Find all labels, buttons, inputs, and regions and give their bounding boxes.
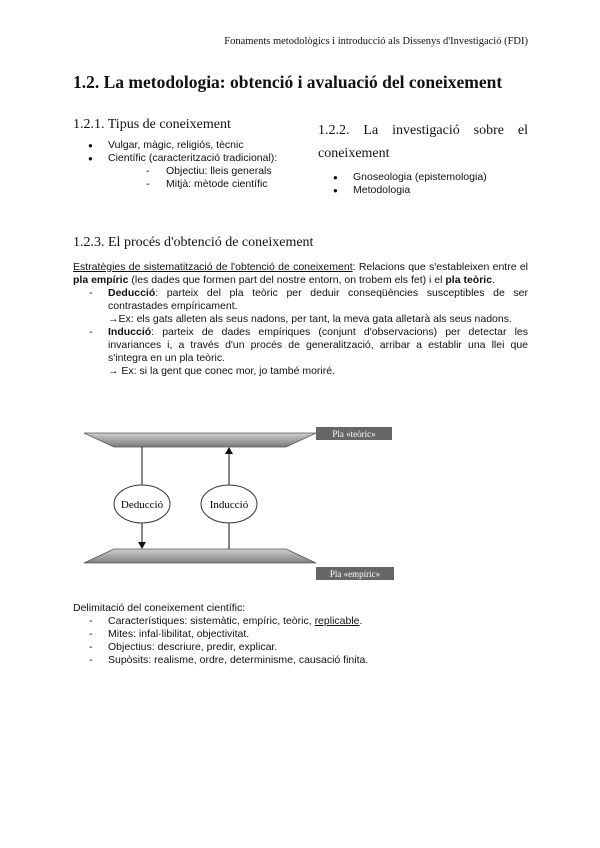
page-title: 1.2. La metodologia: obtenció i avaluació del coneixement: [73, 72, 503, 92]
list-item: [73, 152, 303, 191]
sublist-item: - Objectiu: lleis generals: [142, 165, 303, 178]
bottom-label: Pla «empíric»: [329, 569, 381, 579]
section-tipus-coneixement: [73, 117, 303, 191]
deduction-arrowhead: [138, 542, 146, 549]
empirical-plane: [84, 549, 316, 563]
intro-text: .: [492, 274, 495, 286]
cientific-sublist: [142, 165, 303, 191]
section-heading-122-line1: 1.2.2. La investigació sobre el: [318, 123, 528, 138]
theoretical-plane: [84, 433, 316, 447]
list-item-induccio: [73, 326, 528, 378]
investigacio-list: [318, 171, 528, 197]
tipus-list: [73, 139, 303, 191]
section-heading-123: 1.2.3. El procés d'obtenció de coneixement: [73, 235, 314, 250]
section-delimitacio: [73, 602, 528, 667]
top-label: Pla «teòric»: [332, 429, 376, 439]
deduccio-example: →Ex: els gats alleten als seus nadons, per tant, la meva gata alletarà als seus nadons.: [108, 313, 512, 325]
page-header: Fonaments metodològics i introducció als Dissenys d'Investigació (FDI): [224, 36, 528, 47]
sublist-item: - Mitjà: mètode científic: [142, 178, 303, 191]
caracteristiques-text: Característiques: sistemàtic, empíric, teòric,: [108, 615, 315, 627]
induccio-example: → Ex: si la gent que conec mor, jo també moriré.: [108, 365, 336, 377]
list-item: - Mites: infal·libilitat, objectivitat.: [73, 628, 528, 641]
list-item-label: Científic (caracterització tradicional):: [108, 152, 278, 164]
section-proces-obtencio: [73, 235, 528, 378]
list-item: ● Gnoseologia (epistemologia): [318, 171, 528, 184]
replicable-underlined: replicable: [314, 615, 360, 627]
induccio-label: Inducció: [108, 326, 152, 338]
caracteristiques-end: .: [359, 615, 363, 627]
delimitacio-heading: Delimitació del coneixement científic:: [73, 602, 246, 614]
list-item: - Objectius: descriure, predir, explicar.: [73, 641, 528, 654]
intro-bold-teoric: pla teòric: [445, 274, 493, 286]
list-item-deduccio: [73, 287, 528, 326]
section-heading-122-line2: coneixement: [318, 146, 390, 161]
section-investigacio: [318, 119, 528, 197]
intro-bold-empiric: pla empíric: [73, 274, 129, 286]
deduccio-label: Deducció: [108, 287, 156, 299]
intro-text: : Relacions que s'estableixen entre el: [352, 261, 529, 273]
deduccio-text: : parteix del pla teòric per deduir conseqüències susceptibles de ser contrastades empíricament.: [108, 287, 528, 312]
delimitacio-list: [73, 615, 528, 667]
list-item: ● Metodologia: [318, 184, 528, 197]
induction-arrowhead: [225, 447, 233, 454]
intro-underlined: Estratègies de sistematització de l'obtenció de coneixement: [73, 261, 353, 273]
list-item: ● Vulgar, màgic, religiós, tècnic: [73, 139, 303, 152]
deduction-induction-diagram: [80, 425, 400, 585]
intro-text: (les dades que formen part del nostre entorn, on trobem els fet) i el: [128, 274, 446, 286]
deduction-oval-label: Deducció: [120, 499, 164, 511]
list-item: - Supòsits: realisme, ordre, determinisme, causació finita.: [73, 654, 528, 667]
induction-oval-label: Inducció: [209, 499, 249, 511]
section-heading-121: 1.2.1. Tipus de coneixement: [73, 117, 231, 132]
strategies-list: [73, 287, 528, 378]
intro-paragraph: [73, 261, 528, 287]
list-item: [73, 615, 528, 628]
induccio-text: : parteix de dades empíriques (conjunt d'observacions) per detectar les invariances i, a través d'un procés de generalització, arribar a establir una llei que s'integra en un pla teòric.: [108, 326, 528, 364]
